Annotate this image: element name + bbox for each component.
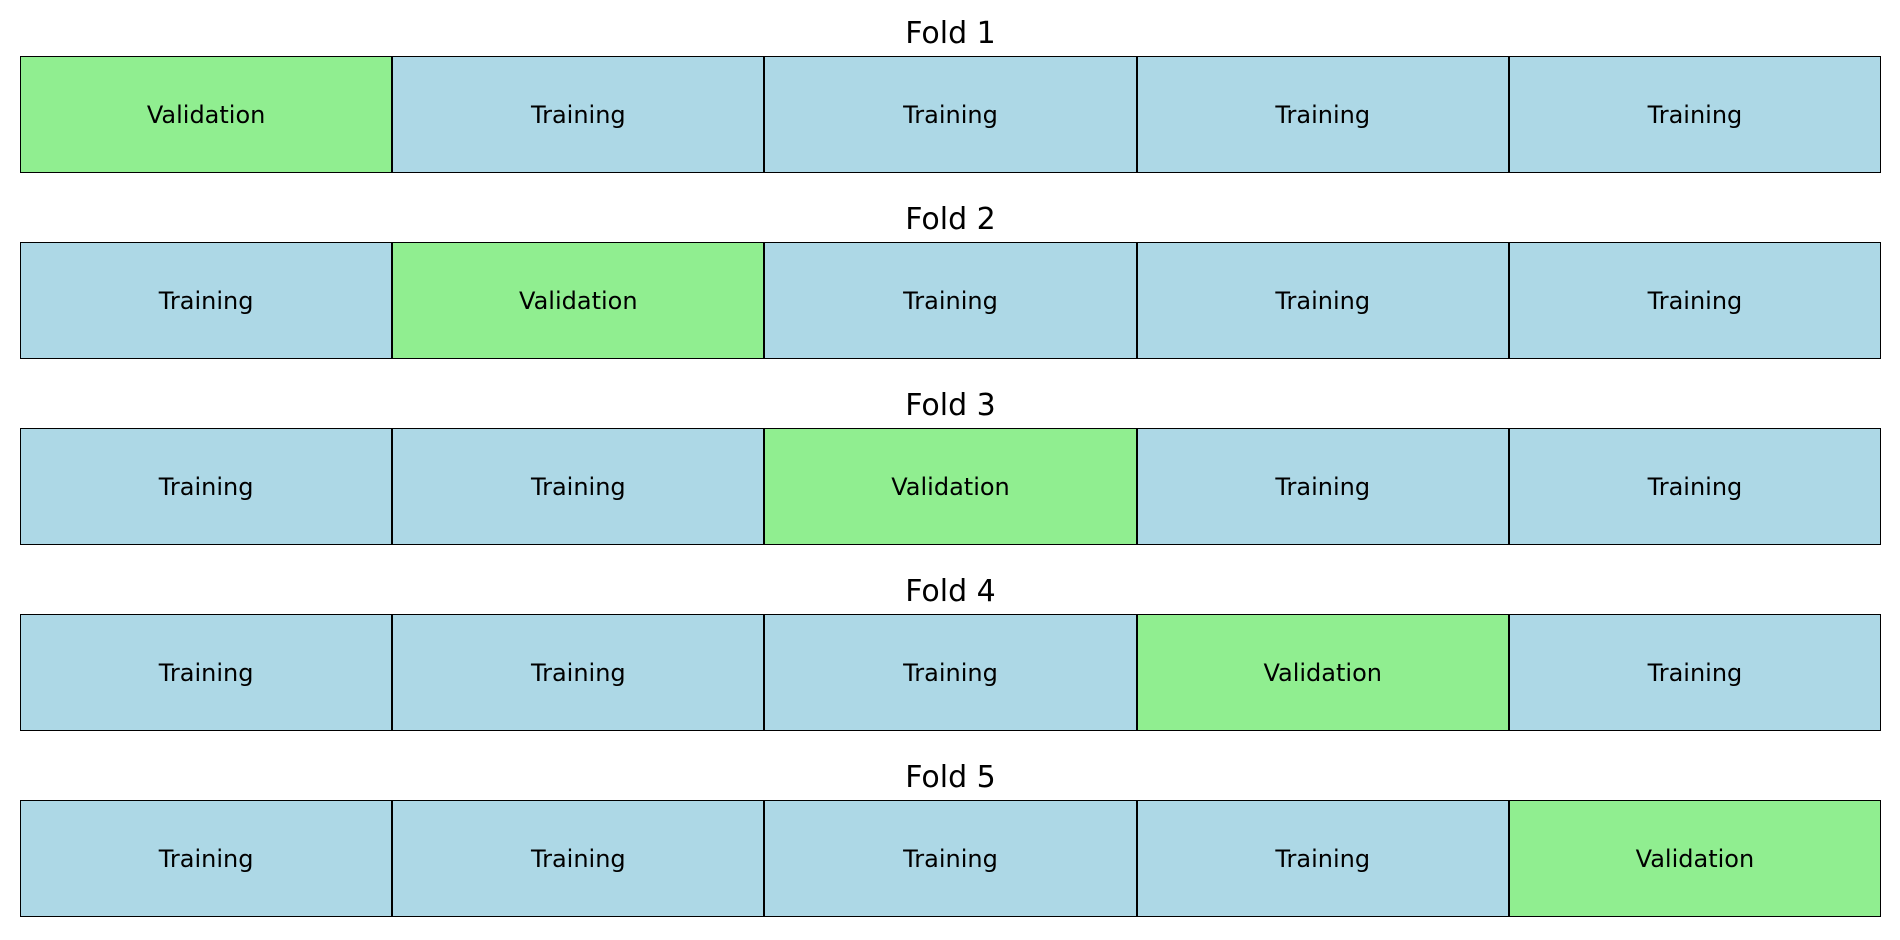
validation-cell: Validation — [391, 243, 763, 358]
training-cell: Training — [1136, 243, 1508, 358]
fold-bar — [20, 428, 1881, 545]
training-cell: Training — [391, 615, 763, 730]
fold-2 — [20, 200, 1881, 360]
fold-title: Fold 5 — [905, 760, 996, 795]
training-cell: Training — [1508, 57, 1880, 172]
fold-bar — [20, 242, 1881, 359]
fold-title: Fold 4 — [905, 574, 996, 609]
fold-title: Fold 3 — [905, 388, 996, 423]
training-cell: Training — [1508, 429, 1880, 544]
validation-cell: Validation — [21, 57, 391, 172]
training-cell: Training — [21, 615, 391, 730]
training-cell: Training — [1136, 429, 1508, 544]
fold-bar — [20, 800, 1881, 917]
fold-title: Fold 1 — [905, 16, 996, 51]
fold-5 — [20, 758, 1881, 918]
fold-4 — [20, 572, 1881, 732]
training-cell: Training — [1508, 615, 1880, 730]
training-cell: Training — [1136, 57, 1508, 172]
validation-cell: Validation — [1508, 801, 1880, 916]
fold-bar — [20, 614, 1881, 731]
training-cell: Training — [21, 801, 391, 916]
training-cell: Training — [21, 243, 391, 358]
training-cell: Training — [391, 801, 763, 916]
fold-bar — [20, 56, 1881, 173]
fold-3 — [20, 386, 1881, 546]
training-cell: Training — [1136, 801, 1508, 916]
training-cell: Training — [763, 615, 1135, 730]
fold-1 — [20, 14, 1881, 174]
training-cell: Training — [763, 57, 1135, 172]
training-cell: Training — [1508, 243, 1880, 358]
training-cell: Training — [763, 243, 1135, 358]
validation-cell: Validation — [1136, 615, 1508, 730]
training-cell: Training — [391, 429, 763, 544]
training-cell: Training — [391, 57, 763, 172]
training-cell: Training — [763, 801, 1135, 916]
validation-cell: Validation — [763, 429, 1135, 544]
training-cell: Training — [21, 429, 391, 544]
fold-title: Fold 2 — [905, 202, 996, 237]
